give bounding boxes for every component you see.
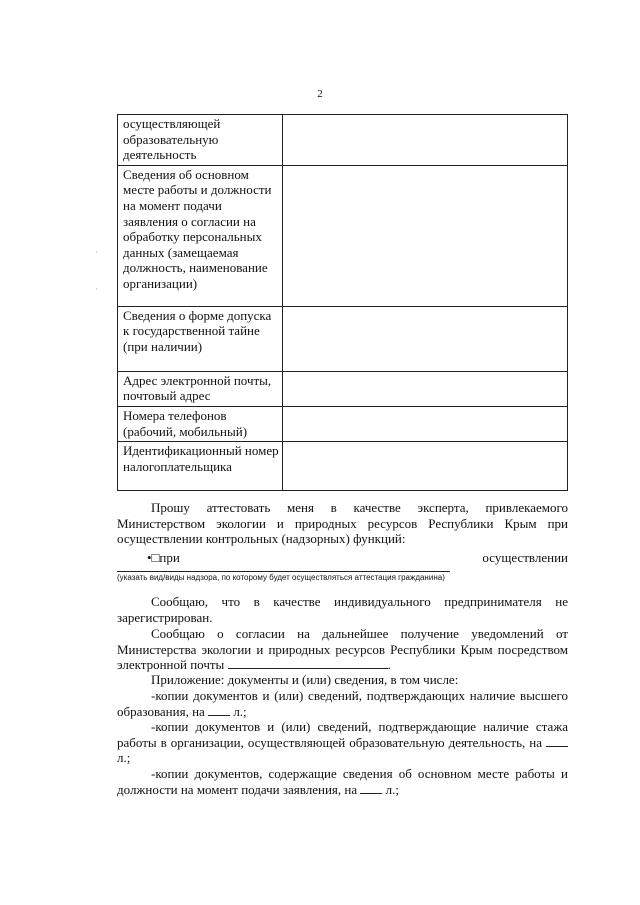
margin-mark: · [95, 285, 98, 294]
pages-blank-field[interactable] [208, 704, 230, 716]
checkbox-label: при [159, 550, 180, 565]
row-label-organization: осуществляющей образовательную деятельность [118, 115, 283, 166]
not-registered-statement: Сообщаю, что в качестве индивидуального предпринимателя не зарегистрирован. [117, 594, 568, 625]
row-value-address [283, 371, 568, 406]
table-row [118, 442, 568, 491]
attachment-item [117, 766, 568, 797]
consent-text: Сообщаю о согласии на дальнейшее получение уведомлений от Министерства экологии и природных ресурсов Республики Крым посредством электронной почты [117, 626, 568, 673]
row-label-address: Адрес электронной почты, почтовый адрес [118, 371, 283, 406]
table-row [118, 306, 568, 371]
row-value-organization [283, 115, 568, 166]
table-row [118, 406, 568, 441]
footnote-rule [117, 571, 450, 572]
row-label-phones: Номера телефонов (рабочий, мобильный) [118, 406, 283, 441]
attachment-text: -копии документов, содержащие сведения об основном месте работы и должности на момент подачи заявления, на [117, 766, 568, 797]
email-blank-field[interactable] [228, 657, 388, 669]
supervision-checkbox-line [147, 550, 568, 566]
consent-statement [117, 626, 568, 673]
row-value-clearance [283, 306, 568, 371]
attachment-suffix: л.; [233, 703, 247, 719]
row-value-workplace [283, 165, 568, 306]
row-label-inn: Идентификационный номер налогоплательщика [118, 442, 283, 491]
request-paragraph: Прошу аттестовать меня в качестве эксперта, привлекаемого Министерством экологии и природных ресурсов Республики Крым при осуществлении контрольных (надзорных) функций: [117, 500, 568, 547]
checkbox-icon[interactable]: •□ [147, 550, 160, 565]
row-label-workplace: Сведения об основном месте работы и должности на момент подачи заявления о согласии на обработку персональных данных (замещаемая должность, наименование организации) [118, 165, 283, 306]
attachment-suffix: л.; [117, 750, 131, 766]
attachment-suffix: л.; [385, 781, 399, 797]
row-value-phones [283, 406, 568, 441]
attachment-item [117, 719, 568, 766]
row-value-inn [283, 442, 568, 491]
attachment-item [117, 688, 568, 719]
margin-mark: · [95, 248, 98, 257]
consent-end: . [387, 657, 391, 673]
attachment-text: -копии документов и (или) сведений, подтверждающих наличие высшего образования, на [117, 688, 568, 719]
pages-blank-field[interactable] [546, 735, 568, 747]
table-row [118, 165, 568, 306]
pages-blank-field[interactable] [360, 782, 382, 794]
applicant-info-table [117, 114, 568, 491]
table-row [118, 371, 568, 406]
checkbox-right-text: осуществлении [482, 550, 568, 565]
footnote: (указать вид/виды надзора, по которому будет осуществляться аттестация гражданина) [117, 573, 445, 582]
table-row [118, 115, 568, 166]
checkbox-group [147, 550, 180, 566]
page-number: 2 [317, 88, 323, 100]
row-label-clearance: Сведения о форме допуска к государственной тайне (при наличии) [118, 306, 283, 371]
attachments-heading: Приложение: документы и (или) сведения, в том числе: [151, 672, 459, 687]
attachment-text: -копии документов и (или) сведений, подтверждающие наличие стажа работы в организации, осуществляющей образовательную деятельность, на [117, 719, 568, 750]
